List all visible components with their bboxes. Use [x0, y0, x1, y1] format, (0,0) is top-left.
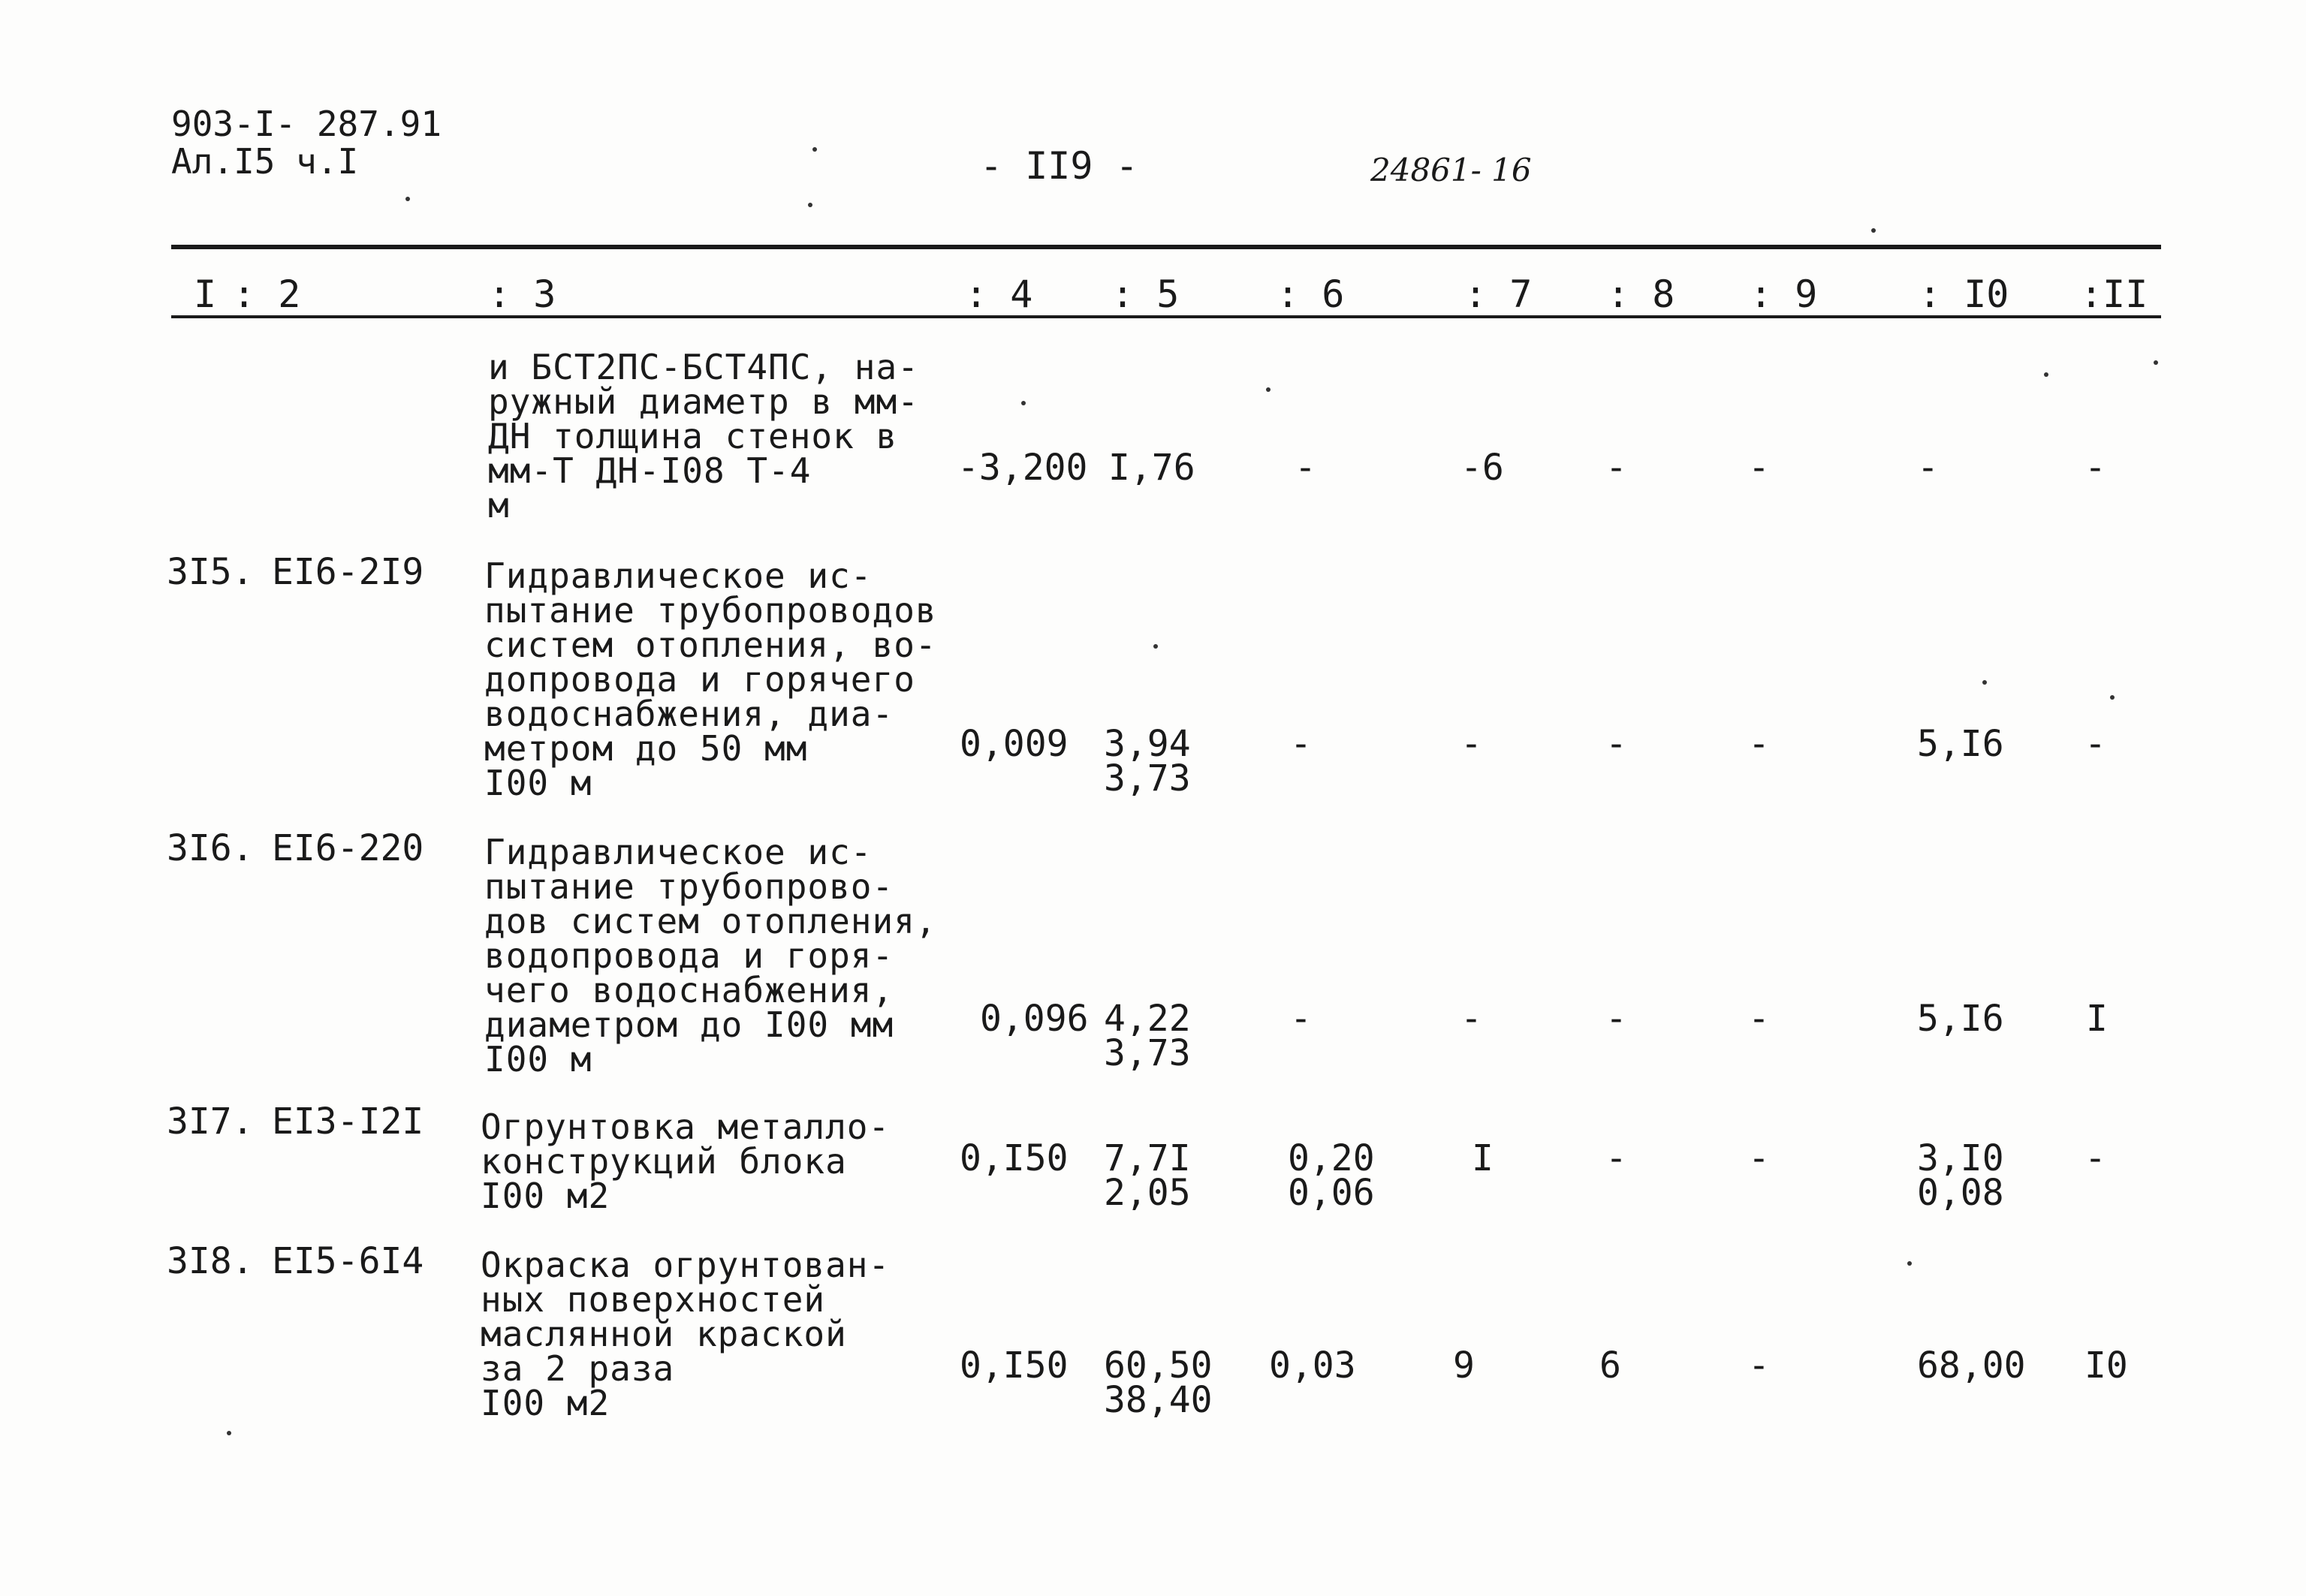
cell-col6: -	[1290, 723, 1312, 765]
column-header: : 6	[1277, 273, 1345, 316]
scan-speck	[812, 147, 817, 152]
cell-col7: 9	[1453, 1345, 1475, 1387]
cell-col10: 68,00	[1917, 1345, 2026, 1387]
cell-col4: 0,009	[960, 723, 1069, 765]
cell-col7: -	[1460, 998, 1482, 1040]
cell-col4: 0,I50	[960, 1137, 1069, 1179]
cell-col5: 60,50 38,40	[1104, 1345, 1213, 1421]
scan-speck	[1871, 228, 1876, 233]
cell-col9: -	[1748, 723, 1770, 765]
scan-speck	[1266, 387, 1271, 392]
column-header: I	[194, 273, 217, 316]
top-rule	[171, 245, 2161, 249]
cell-col8: -	[1605, 1137, 1627, 1179]
row-description: Гидравлическое ис- пытание трубопроводов систем отопления, во- допровода и горячего водоснабжения, диа- метром до 50 мм I00 м	[484, 556, 937, 803]
scan-speck	[405, 197, 410, 201]
cell-col11: I	[2086, 998, 2108, 1040]
cell-col11: -	[2084, 447, 2106, 489]
row-number: 3I6.	[167, 827, 254, 869]
scan-speck	[2110, 695, 2115, 700]
cell-col5: 3,94 3,73	[1104, 723, 1191, 800]
document-code: 903-I- 287.91	[171, 104, 442, 144]
cell-col6: -	[1295, 447, 1316, 489]
scan-speck	[2154, 360, 2158, 365]
column-header: : 9	[1750, 273, 1818, 316]
cell-col8: 6	[1599, 1345, 1621, 1387]
cell-col9: -	[1748, 1345, 1770, 1387]
cell-col9: -	[1748, 998, 1770, 1040]
row-number: 3I7.	[167, 1101, 254, 1143]
scan-speck	[1907, 1261, 1912, 1266]
cell-col5: I,76	[1108, 447, 1195, 489]
column-header: : 8	[1607, 273, 1675, 316]
scan-speck	[808, 203, 812, 207]
cell-col10: -	[1917, 447, 1939, 489]
column-header: : 5	[1111, 273, 1180, 316]
column-header: :II	[2080, 273, 2148, 316]
cell-col7: I	[1472, 1137, 1494, 1179]
scan-speck	[1982, 680, 1987, 685]
column-header: : I0	[1919, 273, 2009, 316]
cell-col11: -	[2084, 1137, 2106, 1179]
page-number: - II9 -	[980, 144, 1138, 188]
cell-col8: -	[1605, 998, 1627, 1040]
cell-col11: I0	[2084, 1345, 2128, 1387]
column-header: : 2	[233, 273, 301, 316]
row-code: EI6-220	[272, 827, 424, 869]
row-description: Окраска огрунтован- ных поверхностей маслянной краской за 2 раза I00 м2	[481, 1245, 891, 1423]
cell-col9: -	[1748, 447, 1770, 489]
sheet-label: Ал.I5 ч.I	[171, 141, 359, 182]
row-number: 3I5.	[167, 551, 254, 593]
scan-speck	[227, 1431, 231, 1435]
scan-speck	[2044, 372, 2048, 377]
row-description: и БСТ2ПС-БСТ4ПС, на- ружный диаметр в мм- ДН толщина стенок в мм-Т ДН-I08 Т-4 м	[488, 347, 919, 525]
cell-col7: -6	[1460, 447, 1504, 489]
row-code: EI3-I2I	[272, 1101, 424, 1143]
cell-col6: 0,03	[1269, 1345, 1356, 1387]
cell-col6: -	[1290, 998, 1312, 1040]
cell-col5: 4,22 3,73	[1104, 998, 1191, 1074]
cell-col7: -	[1460, 723, 1482, 765]
column-header: : 4	[965, 273, 1033, 316]
scan-speck	[1021, 401, 1026, 405]
row-description: Огрунтовка металло- конструкций блока I00 м2	[481, 1107, 891, 1216]
row-code: EI6-2I9	[272, 551, 424, 593]
column-header: : 3	[488, 273, 556, 316]
cell-col4: 0,I50	[960, 1345, 1069, 1387]
cell-col4: -3,200	[957, 447, 1088, 489]
column-header: : 7	[1464, 273, 1533, 316]
cell-col5: 7,7I 2,05	[1104, 1137, 1191, 1214]
cell-col6: 0,20 0,06	[1288, 1137, 1375, 1214]
cell-col4: 0,096	[980, 998, 1089, 1040]
row-number: 3I8.	[167, 1240, 254, 1282]
cell-col8: -	[1605, 447, 1627, 489]
cell-col10: 3,I0 0,08	[1917, 1137, 2004, 1214]
cell-col10: 5,I6	[1917, 998, 2004, 1040]
cell-col8: -	[1605, 723, 1627, 765]
cell-col11: -	[2084, 723, 2106, 765]
row-description: Гидравлическое ис- пытание трубопрово- дов систем отопления, водопровода и горя- чего водоснабжения, диаметром до I00 мм I00 м	[484, 832, 937, 1080]
cell-col10: 5,I6	[1917, 723, 2004, 765]
cell-col9: -	[1748, 1137, 1770, 1179]
handwritten-reference: 24861- 16	[1370, 152, 1532, 188]
scan-speck	[1153, 644, 1158, 649]
row-code: EI5-6I4	[272, 1240, 424, 1282]
